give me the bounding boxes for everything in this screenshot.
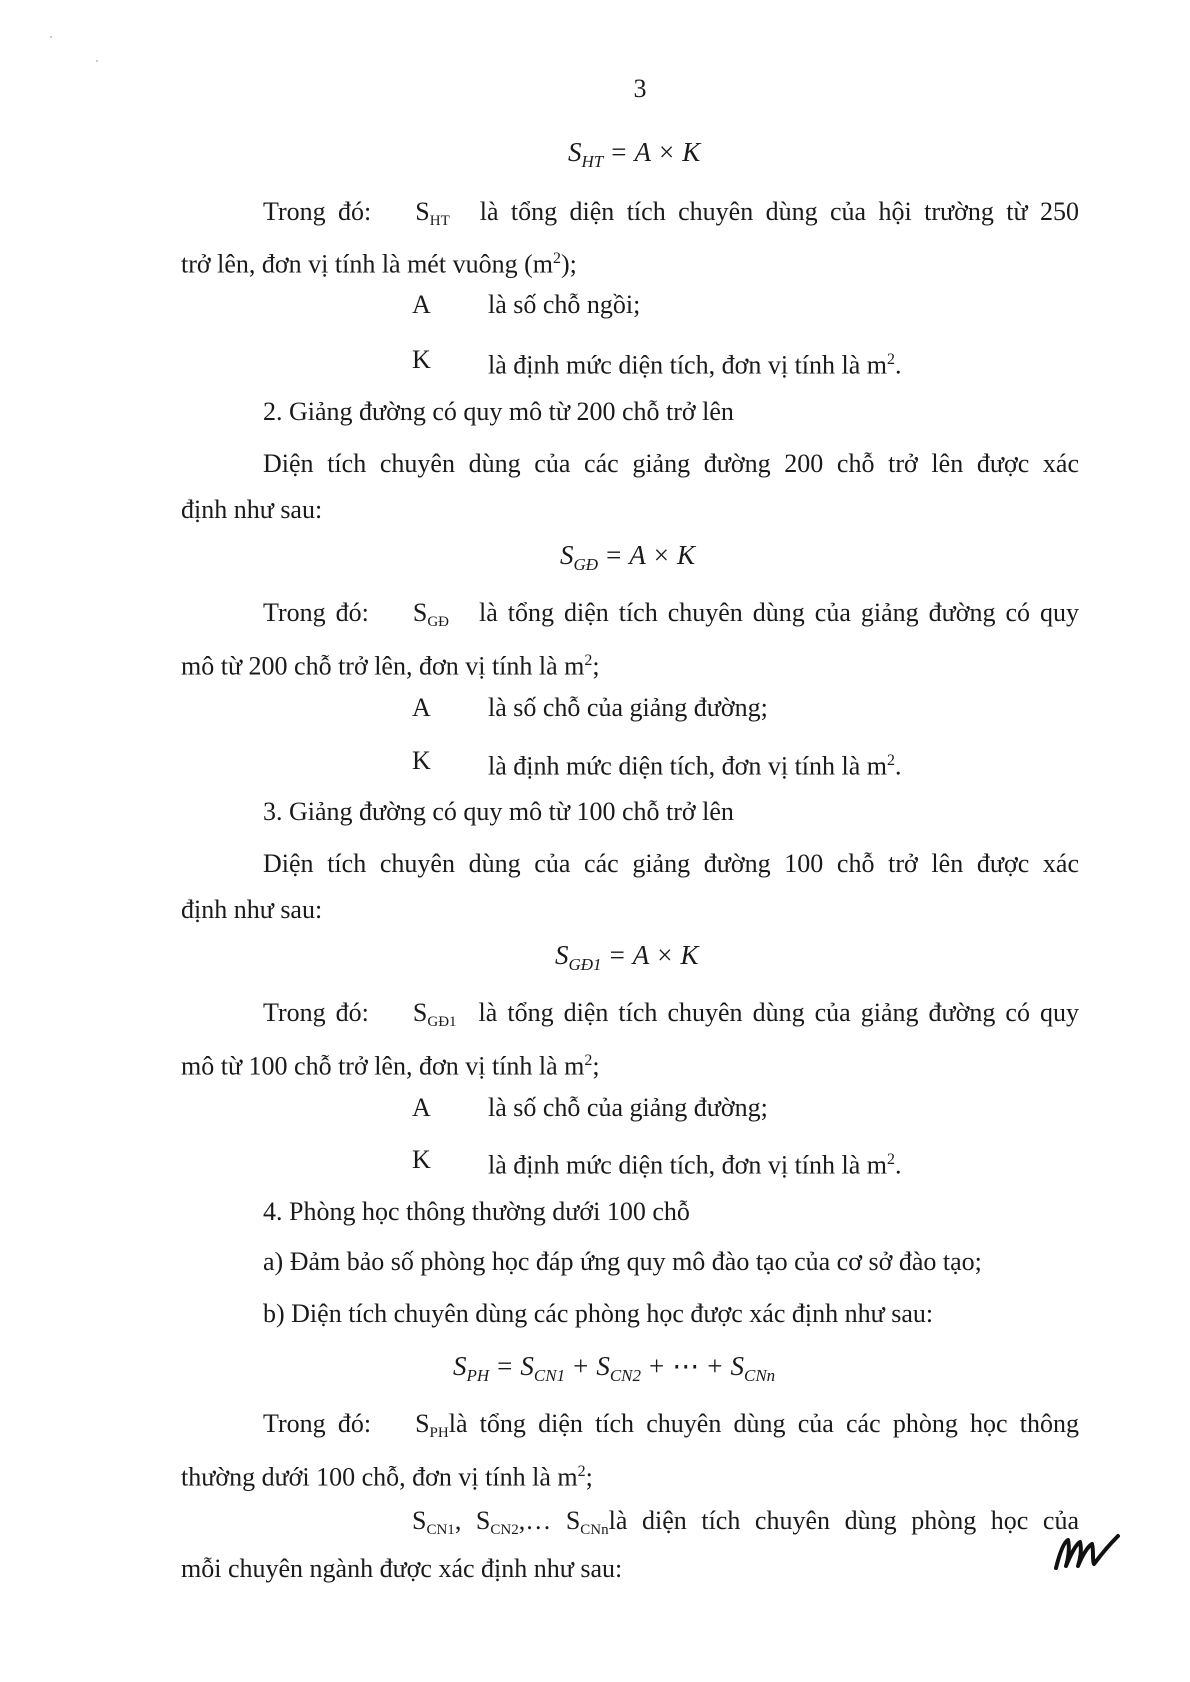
definition-line: $S_{CN1}$, $S_{CN2},\dots$ $S_{CNn}là$ diện tích chuyên dùng phòng học của bbox=[412, 1506, 1079, 1538]
variable-k-label: K bbox=[412, 746, 431, 775]
paragraph-line: mỗi chuyên ngành được xác định như sau: bbox=[181, 1554, 623, 1583]
variable-a-label: A bbox=[412, 1093, 431, 1122]
definition-line: mô từ 200 chỗ trở lên, đơn vị tính là $m^2$; bbox=[181, 651, 600, 681]
variable-k-label: K bbox=[412, 1145, 431, 1174]
definition-line: Trong đó: $S_{GĐ}$ là tổng diện tích chuyên dùng của giảng đường có quy bbox=[263, 598, 1080, 630]
scan-speck bbox=[96, 60, 98, 62]
scan-speck bbox=[50, 36, 52, 38]
variable-a-text: là số chỗ ngồi; bbox=[488, 290, 641, 319]
signature-initials bbox=[1050, 1530, 1122, 1574]
definition-line: Trong đó: $S_{GĐ1}$ là tổng diện tích chuyên dùng của giảng đường có quy bbox=[263, 998, 1080, 1030]
list-item-a: a) Đảm bảo số phòng học đáp ứng quy mô đào tạo của cơ sở đào tạo; bbox=[263, 1247, 982, 1276]
variable-a-text: là số chỗ của giảng đường; bbox=[488, 693, 768, 722]
variable-a-label: A bbox=[412, 693, 431, 722]
definition-line: mô từ 100 chỗ trở lên, đơn vị tính là $m^2$; bbox=[181, 1051, 600, 1081]
section-heading: 3. Giảng đường có quy mô từ 100 chỗ trở lên bbox=[263, 797, 734, 826]
variable-k-text: là định mức diện tích, đơn vị tính là $m^2$. bbox=[488, 1150, 902, 1180]
variable-a-text: là số chỗ của giảng đường; bbox=[488, 1093, 768, 1122]
definition-line: thường dưới 100 chỗ, đơn vị tính là $m^2$; bbox=[181, 1462, 593, 1492]
page-number: 3 bbox=[633, 74, 647, 103]
paragraph-line: định như sau: bbox=[181, 895, 323, 924]
formula-sht: $S_{HT} = A \times K$ bbox=[568, 137, 701, 171]
section-heading: 4. Phòng học thông thường dưới 100 chỗ bbox=[263, 1197, 690, 1226]
formula-sgd: $S_{GĐ} = A \times K$ bbox=[560, 540, 696, 574]
definition-line: Trong đó: $S_{PH}là$ tổng diện tích chuyên dùng của các phòng học thông bbox=[263, 1409, 1079, 1441]
paragraph-line: Diện tích chuyên dùng của các giảng đường 200 chỗ trở lên được xác bbox=[263, 449, 1079, 478]
variable-k-label: K bbox=[412, 345, 431, 374]
definition-line: trở lên, đơn vị tính là mét vuông $(m^2)$; bbox=[181, 249, 577, 279]
formula-sph: $S_{PH} = S_{CN1} + S_{CN2}$ + ⋯ + $S_{CNn}$ bbox=[453, 1351, 776, 1385]
variable-k-text: là định mức diện tích, đơn vị tính là $m^2$. bbox=[488, 350, 902, 380]
paragraph-line: định như sau: bbox=[181, 495, 323, 524]
formula-sgd1: $S_{GĐ1} = A \times K$ bbox=[555, 940, 699, 974]
list-item-b: b) Diện tích chuyên dùng các phòng học được xác định như sau: bbox=[263, 1299, 934, 1328]
section-heading: 2. Giảng đường có quy mô từ 200 chỗ trở lên bbox=[263, 397, 734, 426]
definition-line: Trong đó: $S_{HT}$ là tổng diện tích chuyên dùng của hội trường từ 250 bbox=[263, 197, 1079, 229]
variable-a-label: A bbox=[412, 290, 431, 319]
paragraph-line: Diện tích chuyên dùng của các giảng đường 100 chỗ trở lên được xác bbox=[263, 849, 1079, 878]
variable-k-text: là định mức diện tích, đơn vị tính là $m^2$. bbox=[488, 751, 902, 781]
